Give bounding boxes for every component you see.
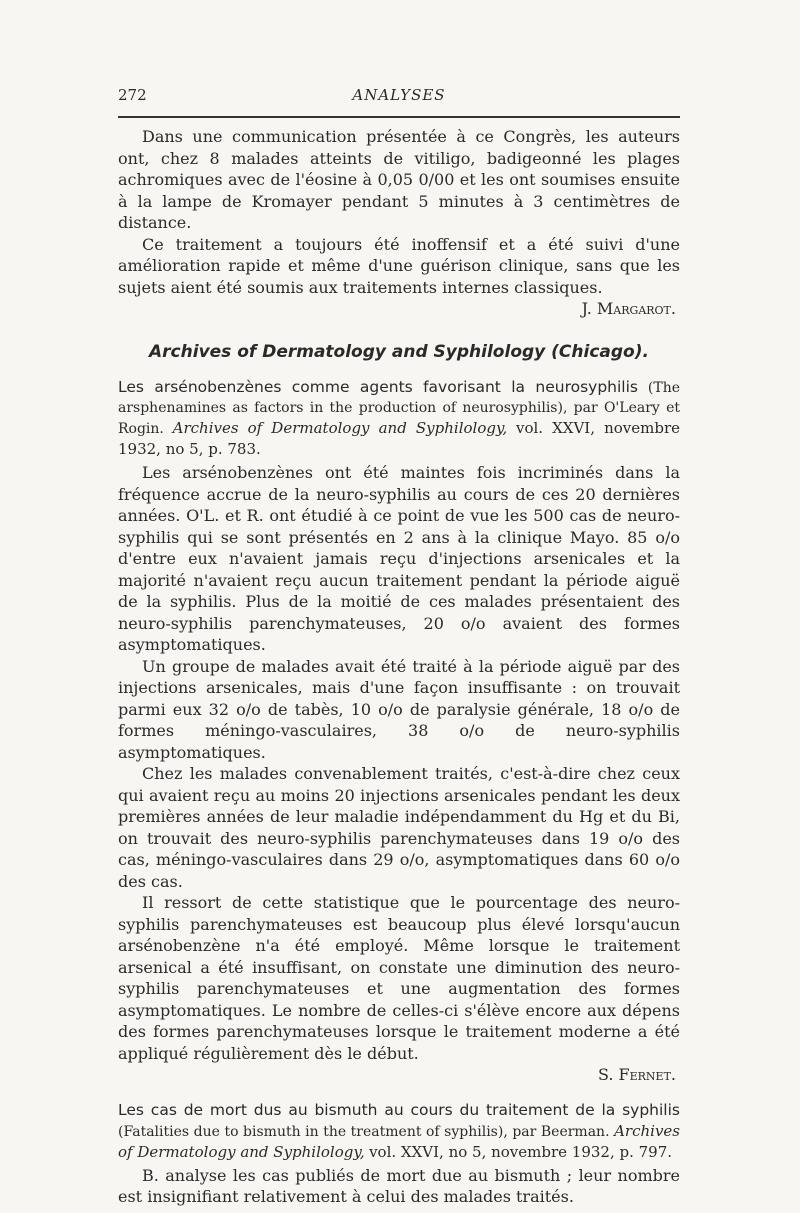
page-number: 272 [118, 86, 147, 104]
article2-source: Archives of Dermatology and Syphilology, [118, 1121, 680, 1161]
spacer [118, 1086, 680, 1096]
text-column [118, 126, 680, 1208]
article2-details: vol. XXVI, no 5, novembre 1932, p. 797. [369, 1142, 673, 1161]
journal-heading: Archives of Dermatology and Syphilology (Chicago). [149, 341, 649, 362]
article1-body [118, 462, 680, 1064]
article1-paragraph-2: Un groupe de malades avait été traité à la période aiguë par des injections arsenicales, mais d'une façon insuffisante : on trouvait parmi eux 32 o/o de tabès, 10 o/o de paralysie générale, 18 o/o de formes méningo-vasculaires, 38 o/o de neuro-syphilis asymptomatiques. [118, 656, 680, 762]
article1-title: Les arsénobenzènes comme agents favorisant la neurosyphilis [118, 378, 638, 396]
article2-translation: (Fatalities due to bismuth in the treatment of syphilis), par Beerman. [118, 1123, 610, 1140]
running-head: ANALYSES [352, 86, 446, 104]
section1-paragraph-2: Ce traitement a toujours été inoffensif et a été suivi d'une amélioration rapide et même d'une guérison clinique, sans que les sujets aient été soumis aux traitements internes classiques. [118, 234, 680, 297]
article1-source: Archives of Dermatology and Syphilology, [172, 419, 508, 437]
article1-paragraph-4: Il ressort de cette statistique que le pourcentage des neuro-syphilis parenchymateuses est beaucoup plus élevé lorsqu'aucun arsénobenzène n'a été employé. Même lorsque le traitement arsenical a été insuffisant, on constate une diminution des neuro-syphilis parenchymateuses et une augmentation des formes asymptomatiques. Le nombre de celles-ci s'élève encore aux dépens des formes parenchymateuses lorsque le traitement moderne a été appliqué régulièrement dès le début. [118, 893, 680, 1063]
article1-paragraph-1: Les arsénobenzènes ont été maintes fois incriminés dans la fréquence accrue de la neuro-syphilis au cours de ces 20 dernières années. O'L. et R. ont étudié à ce point de vue les 500 cas de neuro-syphilis qui se sont présentés en 2 ans à la clinique Mayo. 85 o/o d'entre eux n'avaient jamais reçu d'injections arsenicales et la majorité n'avaient reçu aucun traitement pendant la période aiguë de la syphilis. Plus de la moitié de ces malades présentaient des neuro-syphilis parenchymateuses, 20 o/o avaient des formes asymptomatiques. [118, 463, 680, 654]
article1-paragraph-3: Chez les malades convenablement traités, c'est-à-dire chez ceux qui avaient reçu au moins 20 injections arsenicales pendant les deux premières années de leur maladie indépendamment du Hg et du Bi, on trouvait des neuro-syphilis parenchymateuses dans 19 o/o des cas, méningo-vasculaires dans 29 o/o, asymptomatiques dans 60 o/o des cas. [118, 764, 680, 891]
article2-paragraph-1: B. analyse les cas publiés de mort due au bismuth ; leur nombre est insignifiant relativement à celui des malades traités. [118, 1165, 680, 1206]
article2-title: Les cas de mort dus au bismuth au cours du traitement de la syphilis [118, 1100, 680, 1119]
article1-signature: S. Fernet. [597, 1065, 676, 1084]
section1-signature: J. Margarot. [581, 299, 676, 318]
article2-header [118, 1100, 680, 1163]
article1-translation: (The arsphenamines as factors in the production of neurosyphilis), par O'Leary et Rogin. [118, 380, 680, 437]
article1-details: vol. XXVI, novembre 1932, no 5, p. 783. [118, 419, 680, 458]
page-header [118, 86, 680, 112]
article1-header [118, 377, 680, 460]
section1-paragraph-1: Dans une communication présentée à ce Congrès, les auteurs ont, chez 8 malades atteints de vitiligo, badigeonné les plages achromiques avec de l'éosine à 0,05 0/00 et les ont soumises ensuite à la lampe de Kromayer pendant 5 minutes à 3 centimètres de distance. [118, 127, 680, 232]
header-rule [118, 116, 680, 118]
article2-body [118, 1165, 680, 1208]
